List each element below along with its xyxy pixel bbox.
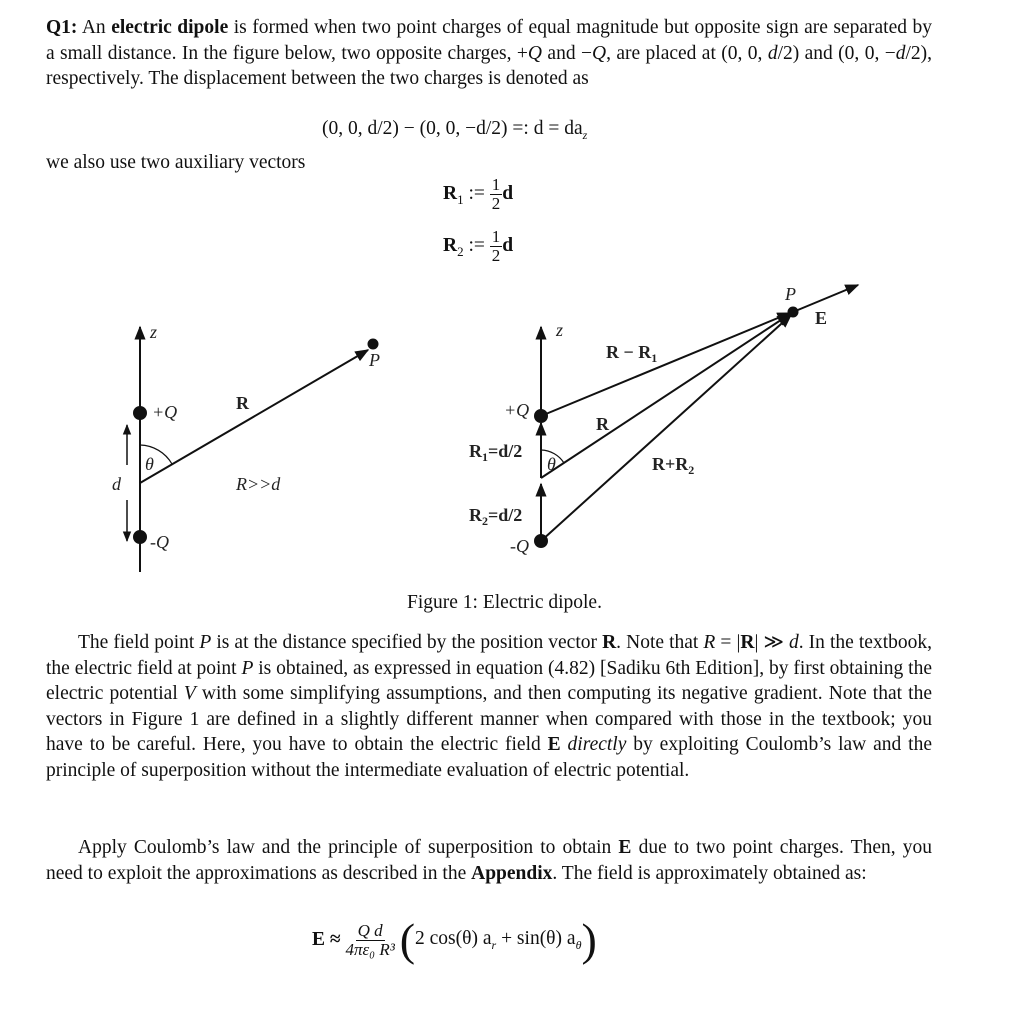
text-segment: Apply Coulomb’s law and the principle of superposition to obtain xyxy=(78,837,619,858)
field-point-paragraph xyxy=(46,630,932,784)
left-z-label: z xyxy=(150,322,158,342)
r-plus-r2-sub: 2 xyxy=(688,463,695,477)
right-plus-q-charge xyxy=(535,410,547,422)
r2-rhs: d xyxy=(502,234,514,256)
left-plus-q-label: +Q xyxy=(152,402,178,422)
r2-label-r: R xyxy=(469,505,482,525)
r1-label-r: R xyxy=(469,441,482,461)
r1-rhs: d xyxy=(502,182,514,204)
coulomb-paragraph xyxy=(46,835,932,886)
text-segment: P xyxy=(199,632,212,653)
r1-num: 1 xyxy=(491,175,501,194)
right-r-label: R xyxy=(596,414,609,434)
text-segment: is at the distance specified by the position vector xyxy=(211,632,603,653)
text-segment: d xyxy=(788,632,799,653)
text-segment: R xyxy=(602,632,617,653)
minus-q-charge xyxy=(134,531,146,543)
text-segment: . The field is approximately obtained as: xyxy=(552,862,867,884)
r1-lhs: R xyxy=(443,182,458,204)
right-e-label: E xyxy=(815,308,828,328)
text-segment: An xyxy=(77,17,112,38)
text-segment: Q1: xyxy=(46,17,78,38)
r1-label xyxy=(469,441,522,464)
r1-den: 2 xyxy=(491,194,501,213)
figure-caption: Figure 1: Electric dipole. xyxy=(407,592,602,613)
r-minus-r1-text: R − R xyxy=(606,342,652,362)
right-plus-q-label: +Q xyxy=(504,400,530,420)
r2-num: 1 xyxy=(491,227,501,246)
final-eq-sub-theta: θ xyxy=(575,937,582,952)
r2-sub: 2 xyxy=(457,243,464,259)
text-segment: is formed when two point charges of equal magnitude but opposite sign are separated by a small distance. In the figure below, two opposite charges, + xyxy=(46,17,933,64)
plus-q-charge xyxy=(134,407,146,419)
r-plus-r2-label xyxy=(652,454,694,477)
text-segment: The field point xyxy=(78,632,200,653)
right-z-label: z xyxy=(556,320,564,340)
r2-label xyxy=(469,505,522,528)
r1-label-sub: 1 xyxy=(482,450,488,464)
final-eq-sub-r: r xyxy=(491,937,497,952)
right-minus-q-label: -Q xyxy=(510,536,529,556)
r-plus-r2-text: R+R xyxy=(652,454,689,474)
r-minus-r1-vector xyxy=(541,313,790,416)
r1-op: := xyxy=(468,182,485,204)
left-condition-label: R>>d xyxy=(236,474,281,494)
text-segment xyxy=(561,734,568,755)
final-eq-lhs: E ≈ xyxy=(312,929,341,950)
point-p xyxy=(369,340,378,349)
r-minus-r1-sub: 1 xyxy=(651,351,658,365)
text-segment: directly xyxy=(567,734,627,756)
left-minus-q-label: -Q xyxy=(150,532,169,552)
left-p-label: P xyxy=(369,350,380,370)
text-segment: R xyxy=(703,632,716,653)
text-segment: P xyxy=(241,657,254,679)
text-segment: d xyxy=(895,42,906,64)
text-segment: /2) and (0, 0, − xyxy=(777,42,896,64)
text-segment: . In the textbook, the electric field at point xyxy=(46,632,932,679)
text-segment: by exploiting Coulomb’s law and the principle of superposition without the intermediate evaluation of electric potential. xyxy=(46,734,933,781)
right-point-p xyxy=(789,308,798,317)
text-segment: = | xyxy=(715,632,741,653)
r-plus-r2-vector xyxy=(541,315,791,541)
final-field-equation xyxy=(312,914,597,965)
text-segment: due to two point charges. Then, you need to exploit the approximations as described in the xyxy=(46,837,932,884)
text-segment: and − xyxy=(542,42,592,64)
text-segment: with some simplifying assumptions, and then computing its negative gradient. Note that the vectors in Figure 1 are defined in a slightly different manner when compared with those in the textbook; you have to be careful. Here, you have to obtain the electric field xyxy=(46,683,932,756)
text-segment: | ≫ xyxy=(754,632,789,653)
text-segment: is obtained, as expressed in equation (4.82) [Sadiku 6th Edition], by first obtaining the electric potential xyxy=(46,657,932,705)
displacement-equation-text: (0, 0, d/2) − (0, 0, −d/2) =: d = da xyxy=(322,118,583,139)
open-paren: ( xyxy=(399,914,416,965)
text-segment: . Note that xyxy=(616,632,704,653)
text-segment: E xyxy=(547,734,561,756)
left-theta-label: θ xyxy=(145,454,154,474)
text-segment: electric dipole xyxy=(111,17,229,38)
left-d-label: d xyxy=(112,474,121,494)
text-segment: Q xyxy=(591,42,607,64)
right-minus-q-charge xyxy=(535,535,547,547)
final-eq-mid: + sin(θ) a xyxy=(496,927,576,949)
left-r-label: R xyxy=(236,393,249,413)
r2-op: := xyxy=(468,234,485,256)
r2-label-rest: =d/2 xyxy=(488,505,523,525)
text-segment: R xyxy=(740,632,755,653)
r2-den: 2 xyxy=(491,246,501,265)
final-eq-fraction xyxy=(345,922,394,959)
close-paren: ) xyxy=(581,914,597,965)
text-segment: Appendix xyxy=(471,862,553,884)
text-segment: d xyxy=(767,42,778,64)
final-eq-den: 4πε₀ R³ xyxy=(345,939,395,959)
text-segment: /2), respectively. The displacement between the two charges is denoted as xyxy=(46,42,933,90)
text-segment: V xyxy=(183,683,196,705)
r2-lhs: R xyxy=(443,234,458,256)
right-diagram xyxy=(535,285,858,547)
final-eq-num: Q d xyxy=(357,920,383,940)
r-minus-r1-label xyxy=(606,342,657,365)
r1-sub: 1 xyxy=(457,191,464,207)
text-segment: Q xyxy=(527,42,543,64)
text-segment: , are placed at (0, 0, xyxy=(606,42,768,64)
aux-text: we also use two auxiliary vectors xyxy=(46,152,306,173)
final-eq-body xyxy=(415,927,582,952)
displacement-equation-sub: z xyxy=(582,127,588,142)
text-segment: E xyxy=(618,837,632,858)
right-p-label: P xyxy=(785,284,796,304)
right-theta-label: θ xyxy=(547,454,556,474)
r1-label-rest: =d/2 xyxy=(488,441,523,461)
r2-label-sub: 2 xyxy=(482,514,488,528)
final-eq-body-text: 2 cos(θ) a xyxy=(415,927,492,949)
